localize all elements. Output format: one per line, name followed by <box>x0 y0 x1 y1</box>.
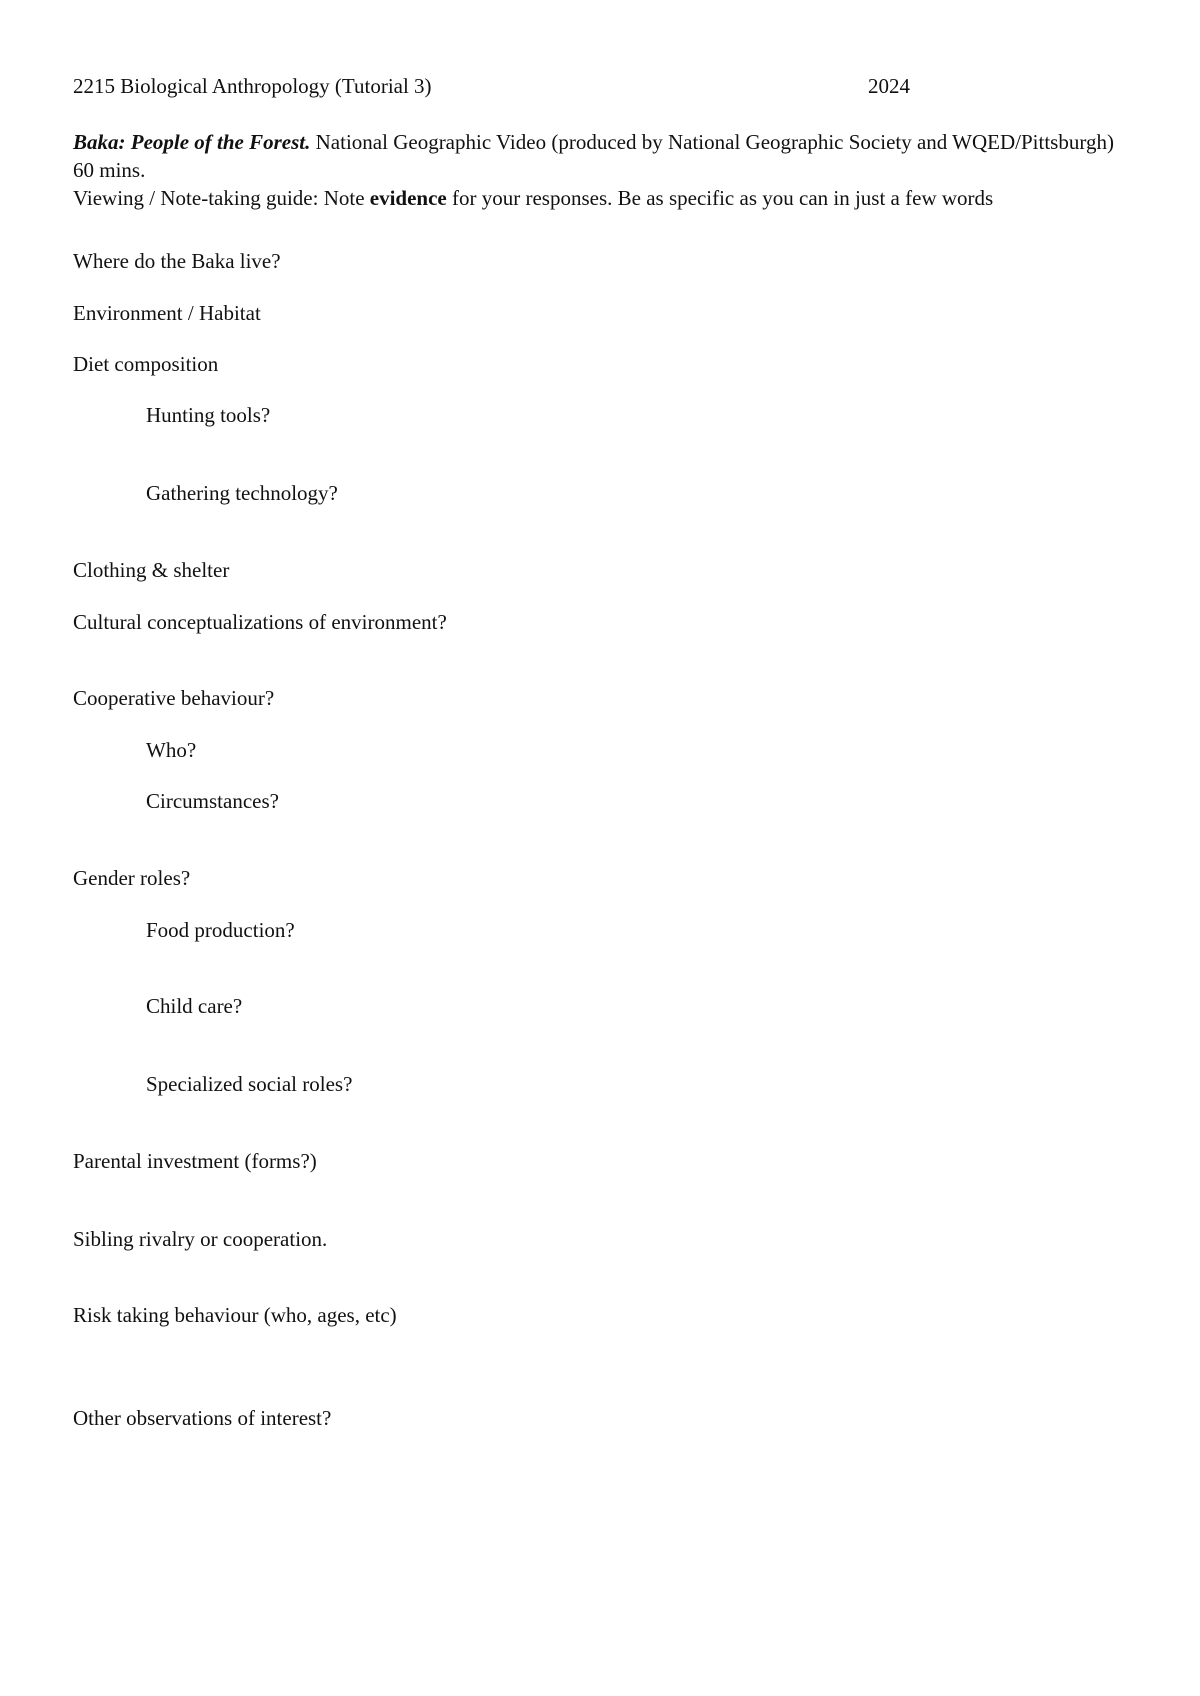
question-parental: Parental investment (forms?) <box>73 1149 317 1173</box>
film-details: National Geographic Video (produced by National Geographic Society and WQED/Pittsburgh) 60 mins. <box>73 130 1114 182</box>
document-header <box>73 72 1133 100</box>
question-circumstances: Circumstances? <box>146 789 279 813</box>
question-gathering: Gathering technology? <box>146 481 338 505</box>
question-child-care: Child care? <box>146 994 243 1018</box>
intro-block <box>73 128 1123 212</box>
question-environment: Environment / Habitat <box>73 301 261 325</box>
question-gender: Gender roles? <box>73 866 191 890</box>
film-description <box>73 128 1123 184</box>
question-risk: Risk taking behaviour (who, ages, etc) <box>73 1303 397 1327</box>
film-title: Baka: People of the Forest. <box>73 130 311 154</box>
question-cultural: Cultural conceptualizations of environment? <box>73 610 447 634</box>
question-where-live: Where do the Baka live? <box>73 249 281 273</box>
guide-emphasis: evidence <box>369 186 447 210</box>
course-title: 2215 Biological Anthropology (Tutorial 3) <box>73 74 432 98</box>
viewing-guide <box>73 184 1123 212</box>
guide-prefix: Viewing / Note-taking guide: Note <box>73 186 370 210</box>
question-diet: Diet composition <box>73 352 219 376</box>
question-specialized: Specialized social roles? <box>146 1072 353 1096</box>
guide-suffix: for your responses. Be as specific as you can in just a few words <box>446 186 994 210</box>
question-food-production: Food production? <box>146 918 295 942</box>
question-clothing: Clothing & shelter <box>73 558 230 582</box>
course-year: 2024 <box>868 74 910 98</box>
question-other: Other observations of interest? <box>73 1406 332 1430</box>
question-who: Who? <box>146 738 197 762</box>
question-hunting-tools: Hunting tools? <box>146 403 271 427</box>
question-cooperative: Cooperative behaviour? <box>73 686 275 710</box>
question-sibling: Sibling rivalry or cooperation. <box>73 1227 328 1251</box>
